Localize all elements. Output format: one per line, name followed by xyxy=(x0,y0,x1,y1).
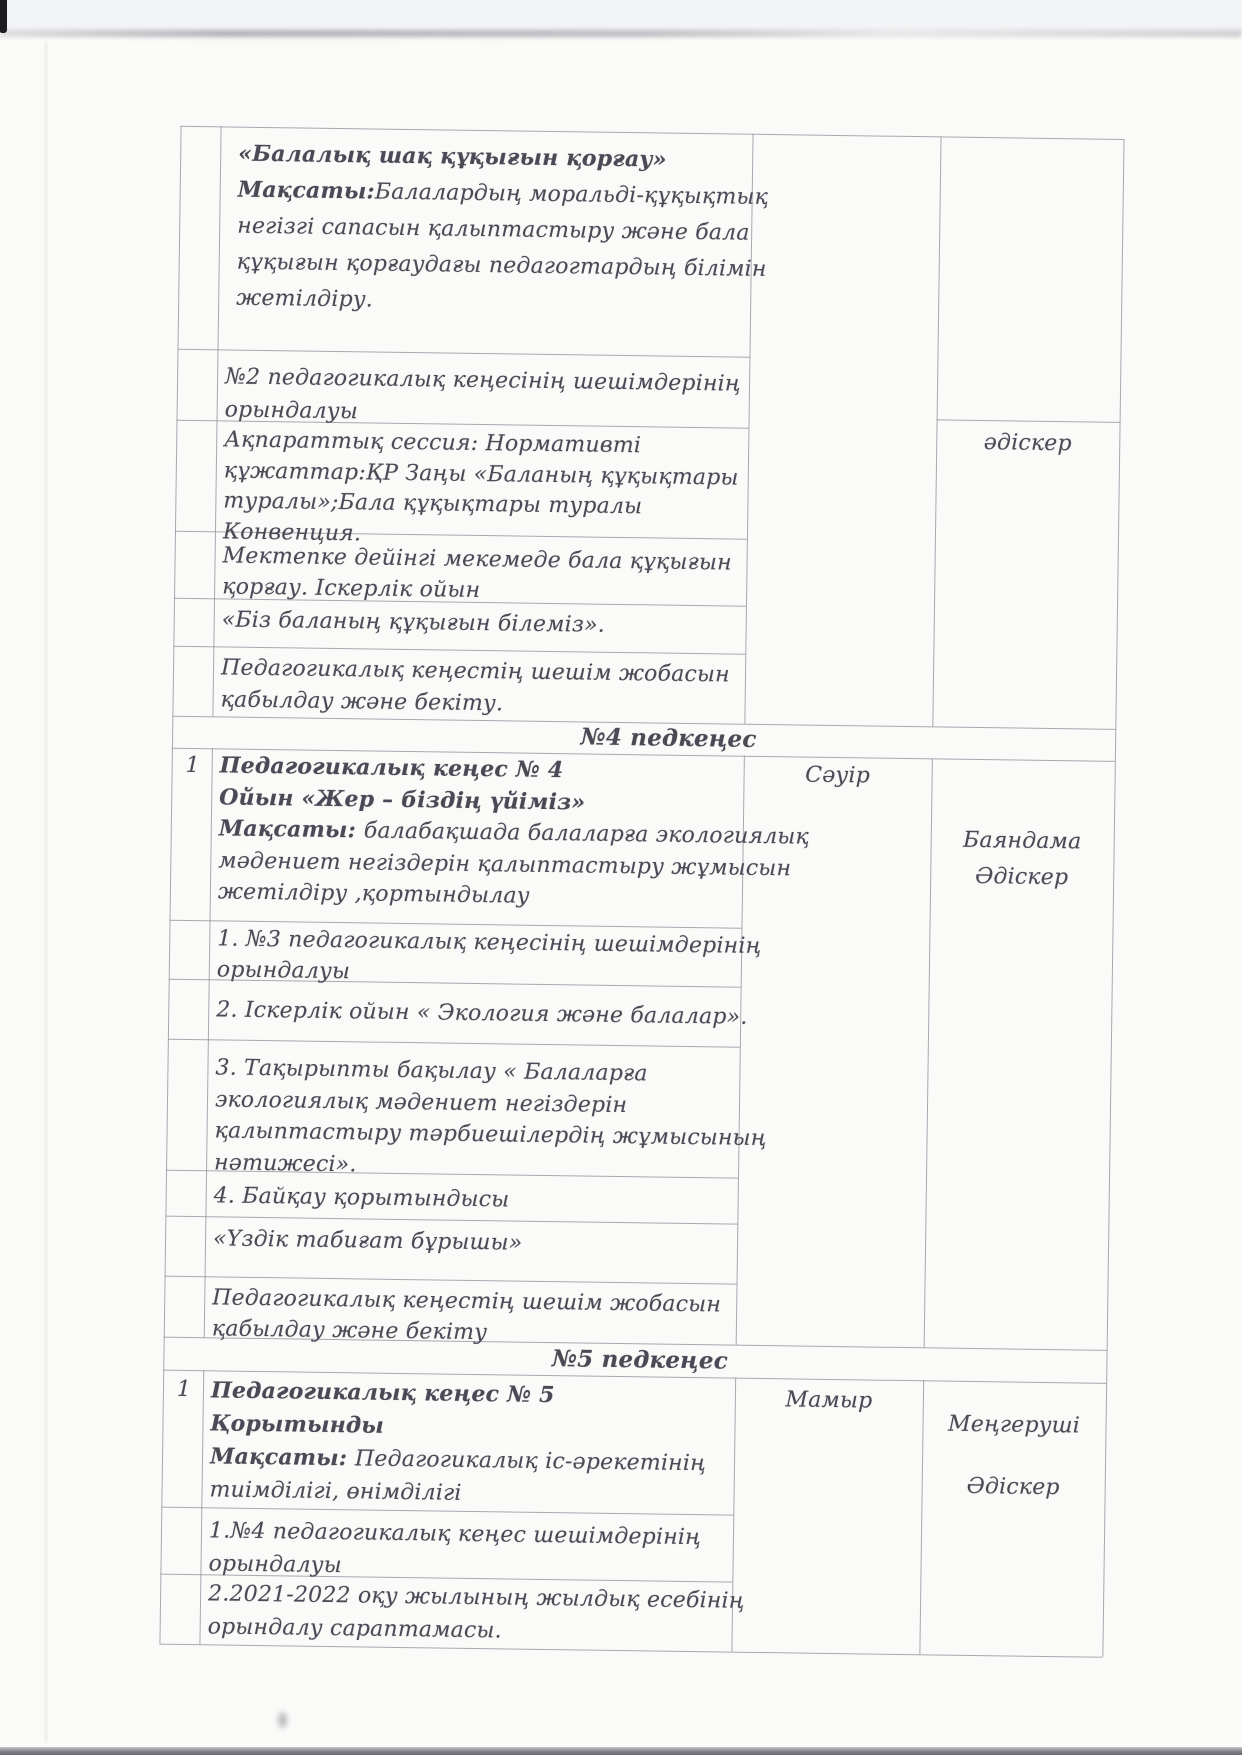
cell-agenda-preschool-protection xyxy=(222,540,732,609)
responsible-cell-divider xyxy=(937,419,1120,423)
month-name: Мамыр xyxy=(785,1387,873,1414)
responsible-name: Әдіскер xyxy=(966,1473,1060,1501)
cell-responsible-report-methodist xyxy=(930,822,1114,897)
cell-agenda-best-nature-corner xyxy=(213,1223,523,1258)
cell-agenda-contest-results xyxy=(213,1180,509,1215)
agenda-line: қабылдау және бекіту. xyxy=(220,687,504,717)
cell-month-may xyxy=(735,1384,923,1418)
goal-text: балабақшада балаларға экологиялық xyxy=(363,818,810,850)
row-divider xyxy=(177,349,749,358)
council-title: Педагогикалық кеңес № 4 xyxy=(219,752,564,784)
goal-title: «Балалық шақ құқығын қорғау» xyxy=(238,140,667,173)
cell-agenda-decisions-ped3 xyxy=(217,923,762,993)
agenda-line: «Үздік табиғат бұрышы» xyxy=(212,1226,523,1256)
cell-ped-council-4 xyxy=(218,750,810,916)
agenda-line: экологиялық мәдениет негіздерін xyxy=(214,1086,628,1118)
agenda-line: орындалу сараптамасы. xyxy=(207,1614,502,1644)
section-header-text: №4 педкеңес xyxy=(580,723,757,753)
goal-line: тиімділігі, өнімділігі xyxy=(209,1477,462,1506)
agenda-line: 2. Іскерлік ойын « Экология және балалар». xyxy=(216,997,748,1030)
agenda-line: қалыптастыру тәрбиешілердің жұмысының xyxy=(214,1118,767,1152)
row-number: 1 xyxy=(176,1376,192,1403)
cell-month-april xyxy=(743,759,931,793)
cell-responsible-head-methodist xyxy=(921,1408,1105,1504)
cell-goal-childhood-rights xyxy=(236,136,769,324)
agenda-line: 4. Байқау қорытындысы xyxy=(213,1183,510,1213)
cell-num-section5 xyxy=(165,1374,203,1406)
goal-line: жетілдіру. xyxy=(236,285,374,313)
agenda-line: 2.2021-2022 оқу жылының жылдық есебінің xyxy=(207,1581,745,1614)
goal-text: Педагогикалық іс-әрекетінің xyxy=(354,1446,707,1477)
goal-line: жетілдіру ,қортындылау xyxy=(217,879,530,909)
cell-ped-council-5 xyxy=(209,1374,707,1513)
goal-label: Мақсаты: xyxy=(209,1443,356,1472)
agenda-line: 3. Тақырыпты бақылау « Балаларға xyxy=(215,1055,648,1087)
cell-agenda-decisions-ped2 xyxy=(224,360,741,433)
table-border-right xyxy=(1102,139,1124,1657)
cell-agenda-business-game xyxy=(216,994,748,1032)
responsible-name: әдіскер xyxy=(983,430,1072,457)
responsible-name: Әдіскер xyxy=(975,863,1069,891)
cell-agenda-annual-report xyxy=(207,1577,744,1650)
agenda-line: Конвенция. xyxy=(222,518,362,546)
cell-agenda-adopt-decision xyxy=(220,652,730,723)
council-game-title: Ойын «Жер – біздің үйіміз» xyxy=(219,783,586,816)
col-divider-num xyxy=(204,748,213,1337)
agenda-line: орындалуы xyxy=(208,1551,343,1579)
agenda-line: құжаттар:ҚР Заңы «Баланың құқықтары xyxy=(223,457,739,491)
agenda-line: «Біз баланың құқығын білеміз». xyxy=(221,607,606,638)
scan-corner-mark xyxy=(0,0,7,33)
council-title: Педагогикалық кеңес № 5 xyxy=(210,1377,555,1409)
agenda-line: нәтижесі». xyxy=(213,1149,357,1177)
row-divider xyxy=(168,1039,740,1048)
agenda-line: Педагогикалық кеңестің шешім жобасын xyxy=(212,1285,722,1318)
cell-agenda-decisions-ped4 xyxy=(208,1514,701,1587)
agenda-line: Мектепке дейінгі мекемеде бала құқығын xyxy=(222,543,732,576)
agenda-line: туралы»;Бала құқықтары туралы xyxy=(223,488,643,520)
cell-num-section4 xyxy=(173,750,211,782)
responsible-name: Меңгеруші xyxy=(947,1411,1081,1439)
agenda-line: №2 педагогикалық кеңесінің шешімдерінің xyxy=(224,364,741,397)
agenda-line: қорғау. Іскерлік ойын xyxy=(222,574,481,604)
council-subtitle: Қорытынды xyxy=(210,1410,385,1439)
agenda-line: Педагогикалық кеңестің шешім жобасын xyxy=(220,655,731,688)
agenda-line: 1.№4 педагогикалық кеңес шешімдерінің xyxy=(208,1518,702,1551)
table-border-left xyxy=(159,126,181,1644)
section-header-text: №5 педкеңес xyxy=(551,1345,729,1375)
agenda-line: 1. №3 педагогикалық кеңесінің шешімдерінің xyxy=(217,926,762,959)
responsible-name: Баяндама xyxy=(962,827,1082,855)
month-name: Сәуір xyxy=(805,762,871,789)
cell-responsible-methodist xyxy=(936,426,1119,460)
cell-agenda-thematic-control xyxy=(214,1052,768,1186)
goal-line: құқығын қорғаудағы педагогтардың білімін xyxy=(236,249,767,282)
goal-text: Балалардың моральді-құқықтық xyxy=(374,179,769,210)
cell-agenda-we-know-rights xyxy=(222,604,606,640)
goal-label: Мақсаты: xyxy=(218,815,364,844)
goal-line: мәдениет негіздерін қалыптастыру жұмысын xyxy=(218,847,792,881)
agenda-line: орындалуы xyxy=(216,957,351,985)
goal-line: негізгі сапасын қалыптастыру және бала xyxy=(237,213,750,246)
agenda-line: қабылдау және бекіту xyxy=(211,1316,488,1346)
agenda-line: Ақпараттық сессия: Нормативті xyxy=(224,427,642,459)
goal-label: Мақсаты: xyxy=(237,176,376,205)
cell-agenda-info-session xyxy=(223,425,739,554)
row-number: 1 xyxy=(185,752,200,779)
agenda-line: орындалуы xyxy=(224,397,359,425)
